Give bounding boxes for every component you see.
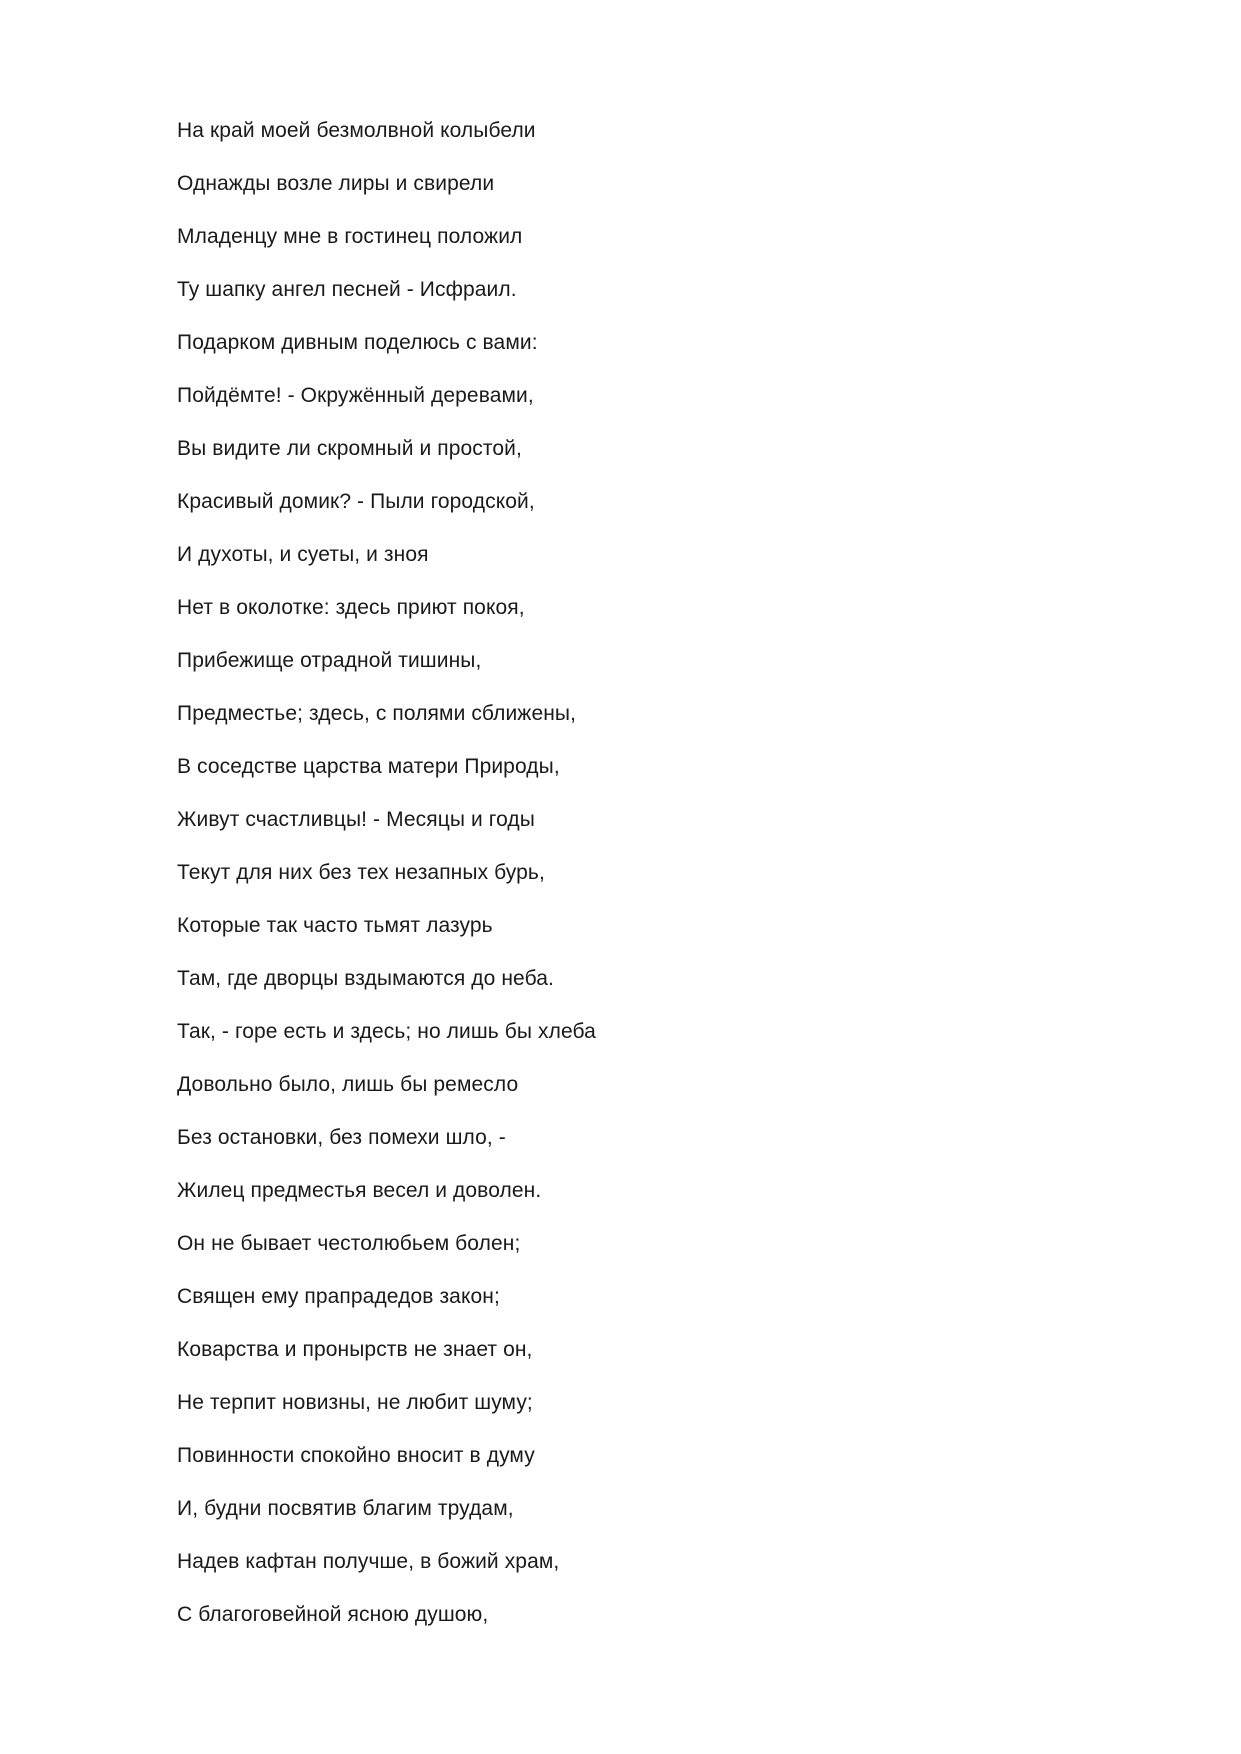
poem-text (177, 116, 1127, 1653)
poem-line: Подарком дивным поделюсь с вами: (177, 331, 538, 354)
poem-line: Прибежище отрадной тишины, (177, 649, 482, 672)
poem-line: Младенцу мне в гостинец положил (177, 225, 523, 248)
poem-line: Надев кафтан получше, в божий храм, (177, 1550, 560, 1573)
poem-line: Без остановки, без помехи шло, - (177, 1126, 506, 1149)
poem-line: Которые так часто тьмят лазурь (177, 914, 493, 937)
poem-line: На край моей безмолвной колыбели (177, 119, 536, 142)
poem-line: Однажды возле лиры и свирели (177, 172, 495, 195)
poem-line: Пойдёмте! - Окружённый деревами, (177, 384, 534, 407)
poem-line: Предместье; здесь, с полями сближены, (177, 702, 577, 725)
poem-line: И, будни посвятив благим трудам, (177, 1497, 514, 1520)
poem-line: Довольно было, лишь бы ремесло (177, 1073, 519, 1096)
poem-line: Повинности спокойно вносит в думу (177, 1444, 535, 1467)
poem-line: Живут счастливцы! - Месяцы и годы (177, 808, 535, 831)
poem-line: Не терпит новизны, не любит шуму; (177, 1391, 533, 1414)
poem-line: Коварства и пронырств не знает он, (177, 1338, 533, 1361)
poem-line: Нет в околотке: здесь приют покоя, (177, 596, 525, 619)
poem-line: Там, где дворцы вздымаются до неба. (177, 967, 554, 990)
poem-line: Вы видите ли скромный и простой, (177, 437, 522, 460)
poem-line: Жилец предместья весел и доволен. (177, 1179, 542, 1202)
poem-line: Так, - горе есть и здесь; но лишь бы хлеба (177, 1020, 596, 1043)
poem-line: Он не бывает честолюбьем болен; (177, 1232, 521, 1255)
poem-line: Текут для них без тех незапных бурь, (177, 861, 545, 884)
poem-line: Красивый домик? - Пыли городской, (177, 490, 535, 513)
poem-line: Ту шапку ангел песней - Исфраил. (177, 278, 517, 301)
poem-line: И духоты, и суеты, и зноя (177, 543, 429, 566)
poem-line: В соседстве царства матери Природы, (177, 755, 560, 778)
poem-line: С благоговейной ясною душою, (177, 1603, 489, 1626)
poem-line: Священ ему прапрадедов закон; (177, 1285, 500, 1308)
